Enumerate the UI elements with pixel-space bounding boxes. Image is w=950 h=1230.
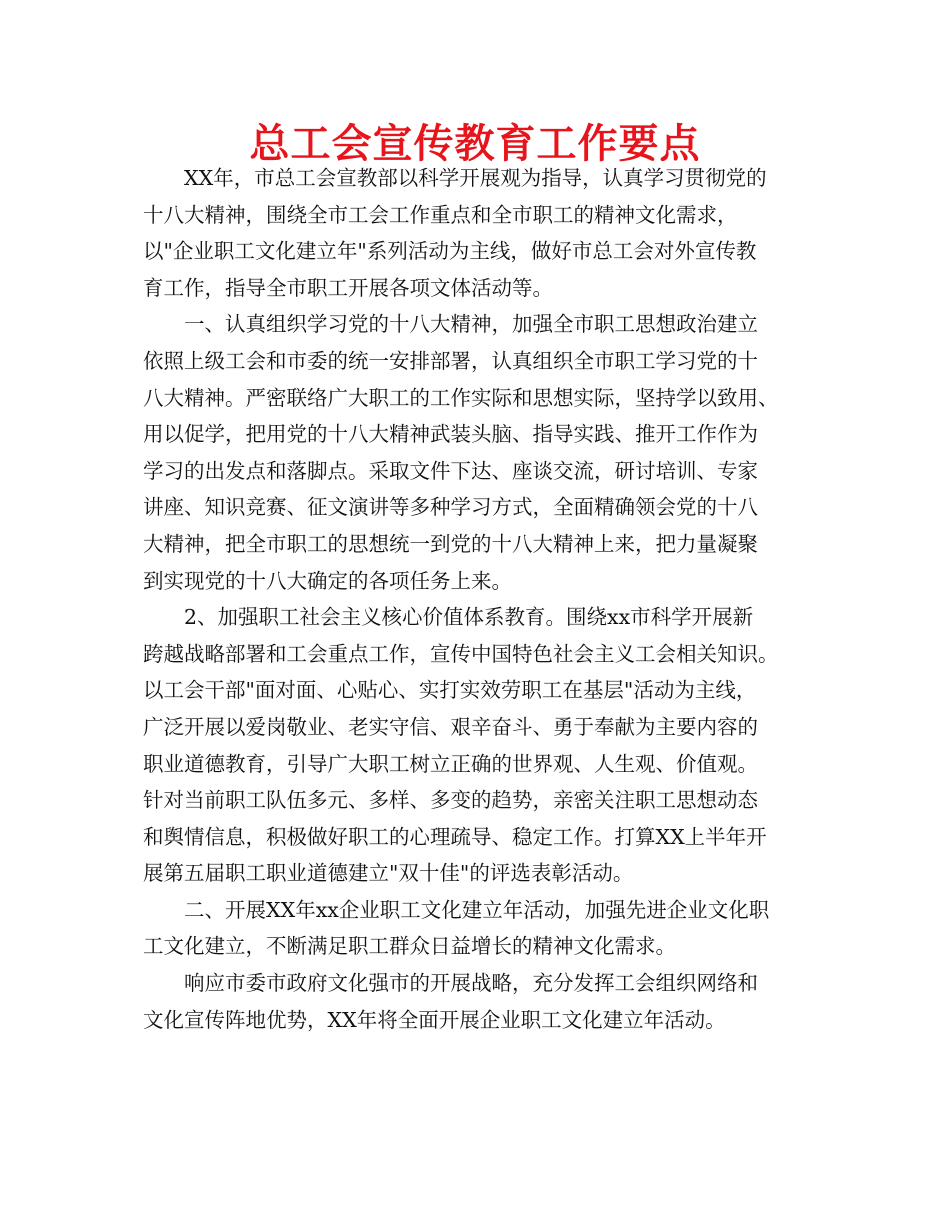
body-line: 大精神，把全市职工的思想统一到党的十八大精神上来，把力量凝聚 xyxy=(143,531,758,556)
body-line: 八大精神。严密联络广大职工的工作实际和思想实际，坚持学以致用、 xyxy=(143,385,779,410)
body-line: 以"企业职工文化建立年"系列活动为主线，做好市总工会对外宣传教 xyxy=(143,239,757,264)
document-body xyxy=(143,160,828,1038)
body-line: 育工作，指导全市职工开展各项文体活动等。 xyxy=(143,275,553,300)
body-line: 到实现党的十八大确定的各项任务上来。 xyxy=(143,568,512,593)
body-line: 文化宣传阵地优势，XX年将全面开展企业职工文化建立年活动。 xyxy=(143,1007,726,1032)
body-line: 依照上级工会和市委的统一安排部署，认真组织全市职工学习党的十 xyxy=(143,348,758,373)
body-line: 用以促学，把用党的十八大精神武装头脑、指导实践、推开工作作为 xyxy=(143,422,758,447)
body-line: 展第五届职工职业道德建立"双十佳"的评选表彰活动。 xyxy=(143,861,634,886)
body-line: XX年，市总工会宣教部以科学开展观为指导，认真学习贯彻党的 xyxy=(184,166,767,190)
body-line: 响应市委市政府文化强市的开展战略，充分发挥工会组织网络和 xyxy=(184,971,758,996)
body-line: 跨越战略部署和工会重点工作，宣传中国特色社会主义工会相关知识。 xyxy=(143,641,779,666)
body-line: 工文化建立，不断满足职工群众日益增长的精神文化需求。 xyxy=(143,934,676,959)
document-title: 总工会宣传教育工作要点 xyxy=(249,121,701,167)
body-line: 以工会干部"面对面、心贴心、实打实效劳职工在基层"活动为主线， xyxy=(143,678,757,703)
body-line: 广泛开展以爱岗敬业、老实守信、艰辛奋斗、勇于奉献为主要内容的 xyxy=(143,714,758,739)
body-line: 二、开展XX年xx企业职工文化建立年活动，加强先进企业文化职 xyxy=(184,897,770,922)
body-line: 一、认真组织学习党的十八大精神，加强全市职工思想政治建立 xyxy=(184,312,758,337)
body-line: 十八大精神，围绕全市工会工作重点和全市职工的精神文化需求， xyxy=(143,202,738,227)
body-line: 学习的出发点和落脚点。采取文件下达、座谈交流，研讨培训、专家 xyxy=(143,458,758,483)
body-line: 2、加强职工社会主义核心价值体系教育。围绕xx市科学开展新 xyxy=(184,605,754,630)
body-line: 和舆情信息，积极做好职工的心理疏导、稳定工作。打算XX上半年开 xyxy=(143,824,767,849)
body-line: 职业道德教育，引导广大职工树立正确的世界观、人生观、价值观。 xyxy=(143,751,758,776)
body-line: 针对当前职工队伍多元、多样、多变的趋势，亲密关注职工思想动态 xyxy=(143,788,758,813)
body-line: 讲座、知识竞赛、征文演讲等多种学习方式，全面精确领会党的十八 xyxy=(143,495,758,520)
